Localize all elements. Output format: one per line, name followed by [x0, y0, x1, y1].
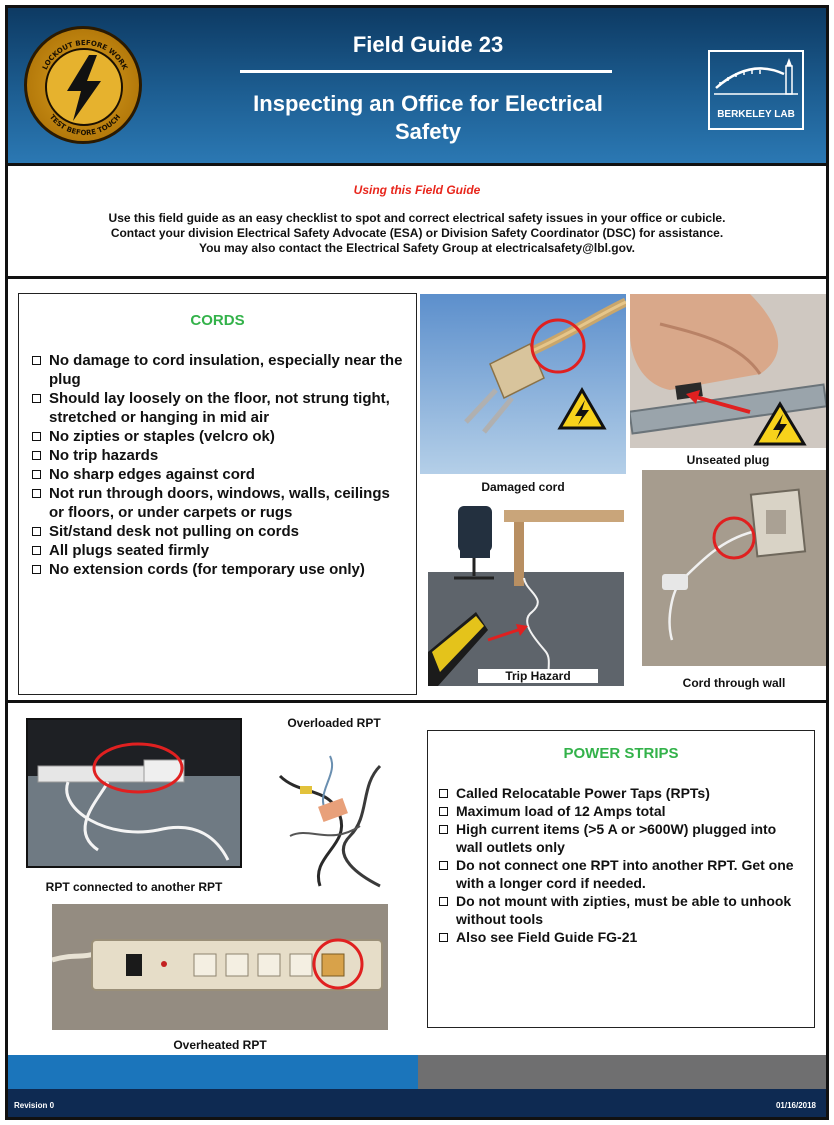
checkbox-icon	[439, 825, 448, 834]
cords-checklist	[19, 351, 416, 579]
cord-through-wall-caption: Cord through wall	[682, 676, 786, 690]
checklist-item	[438, 928, 806, 946]
checkbox-icon	[32, 489, 41, 498]
intro-line-2: Contact your division Electrical Safety Advocate (ESA) or Division Safety Coordinator (DSC) for assistance.	[110, 226, 724, 240]
revision-date: 01/16/2018	[775, 1101, 816, 1110]
cord-through-wall-photo	[642, 470, 826, 666]
checkbox-icon	[32, 565, 41, 574]
checklist-item-text: Do not connect one RPT into another RPT. Get one with a longer cord if needed.	[456, 857, 794, 891]
lockout-badge-icon	[24, 26, 142, 144]
checkbox-icon	[439, 789, 448, 798]
checklist-item	[31, 389, 404, 427]
badge-bottom-text: TEST BEFORE TOUCH	[47, 113, 123, 138]
revision-label: Revision 0	[14, 1101, 55, 1110]
checklist-item-text: High current items (>5 A or >600W) plugged into wall outlets only	[456, 821, 777, 855]
checklist-item	[438, 856, 806, 892]
rpt-to-rpt-photo	[26, 718, 242, 868]
trip-hazard-photo	[428, 502, 624, 686]
checklist-item-text: Also see Field Guide FG-21	[456, 929, 638, 945]
field-guide-page	[5, 5, 829, 1120]
checklist-item-text: Called Relocatable Power Taps (RPTs)	[456, 785, 710, 801]
checklist-item-text: No extension cords (for temporary use only)	[49, 561, 365, 578]
checkbox-icon	[32, 432, 41, 441]
header-banner	[8, 8, 826, 166]
footer-navy-bar	[8, 1089, 826, 1117]
overloaded-rpt-photo	[270, 736, 394, 898]
checkbox-icon	[439, 933, 448, 942]
power-strips-heading: POWER STRIPS	[563, 745, 679, 762]
checklist-item	[31, 484, 404, 522]
guide-subtitle-line2: Safety	[394, 119, 462, 144]
checklist-item-text: All plugs seated firmly	[49, 542, 210, 559]
intro-heading: Using this Field Guide	[353, 183, 481, 197]
checkbox-icon	[32, 470, 41, 479]
checklist-item	[438, 784, 806, 802]
checklist-item	[31, 560, 404, 579]
checklist-item-text: Should lay loosely on the floor, not strung tight, stretched or hanging in mid air	[49, 390, 390, 426]
checklist-item	[31, 427, 404, 446]
checklist-item	[438, 892, 806, 928]
checklist-item-text: Do not mount with zipties, must be able to unhook without tools	[456, 893, 792, 927]
intro-text	[8, 211, 826, 256]
intro-line-1: Use this field guide as an easy checklist to spot and correct electrical safety issues in your office or cubicle.	[108, 211, 726, 225]
damaged-cord-caption: Damaged cord	[481, 480, 565, 494]
checklist-item-text: No sharp edges against cord	[49, 466, 255, 483]
intro-line-3: You may also contact the Electrical Safety Group at electricalsafety@lbl.gov.	[198, 241, 636, 255]
checklist-item	[31, 465, 404, 484]
overheated-rpt-photo	[52, 904, 388, 1030]
checklist-item-text: Sit/stand desk not pulling on cords	[49, 523, 300, 540]
trip-hazard-caption: Trip Hazard	[478, 669, 598, 683]
checkbox-icon	[32, 546, 41, 555]
checkbox-icon	[32, 527, 41, 536]
damaged-cord-photo	[420, 294, 626, 474]
checklist-item-text: Maximum load of 12 Amps total	[456, 803, 666, 819]
checklist-item-text: No zipties or staples (velcro ok)	[49, 428, 275, 445]
checklist-item-text: No damage to cord insulation, especially near the plug	[49, 352, 403, 388]
checkbox-icon	[439, 861, 448, 870]
lab-building-icon	[710, 52, 802, 102]
checklist-item	[31, 541, 404, 560]
checklist-item	[31, 351, 404, 389]
checklist-item	[438, 820, 806, 856]
unseated-plug-caption: Unseated plug	[686, 453, 770, 467]
overheated-rpt-caption: Overheated RPT	[173, 1038, 267, 1052]
power-strips-checklist-box	[427, 730, 815, 1028]
intro-section	[8, 166, 826, 279]
footer-gray-bar	[418, 1055, 826, 1089]
guide-number-title: Field Guide 23	[352, 32, 504, 57]
overloaded-rpt-caption: Overloaded RPT	[287, 716, 381, 730]
footer-blue-bar	[8, 1055, 418, 1089]
lab-logo-text: BERKELEY LAB	[717, 109, 795, 120]
lockout-badge-graphic	[27, 29, 145, 147]
checkbox-icon	[32, 451, 41, 460]
checkbox-icon	[439, 807, 448, 816]
checklist-item-text: No trip hazards	[49, 447, 159, 464]
unseated-plug-photo	[630, 294, 826, 448]
cords-heading: CORDS	[190, 312, 245, 329]
badge-top-text: LOCKOUT BEFORE WORK	[41, 38, 129, 72]
checklist-item	[31, 446, 404, 465]
checkbox-icon	[32, 356, 41, 365]
guide-subtitle	[188, 90, 668, 146]
section-divider	[8, 700, 826, 703]
berkeley-lab-logo	[708, 50, 804, 130]
checklist-item	[438, 802, 806, 820]
checkbox-icon	[32, 394, 41, 403]
checklist-item	[31, 522, 404, 541]
checkbox-icon	[439, 897, 448, 906]
power-strips-checklist	[428, 784, 814, 946]
checklist-item-text: Not run through doors, windows, walls, ceilings or floors, or under carpets or rugs	[49, 485, 390, 521]
rpt-to-rpt-caption: RPT connected to another RPT	[45, 880, 223, 894]
title-underline	[240, 70, 612, 73]
cords-checklist-box	[18, 293, 417, 695]
guide-subtitle-line1: Inspecting an Office for Electrical	[253, 91, 603, 116]
